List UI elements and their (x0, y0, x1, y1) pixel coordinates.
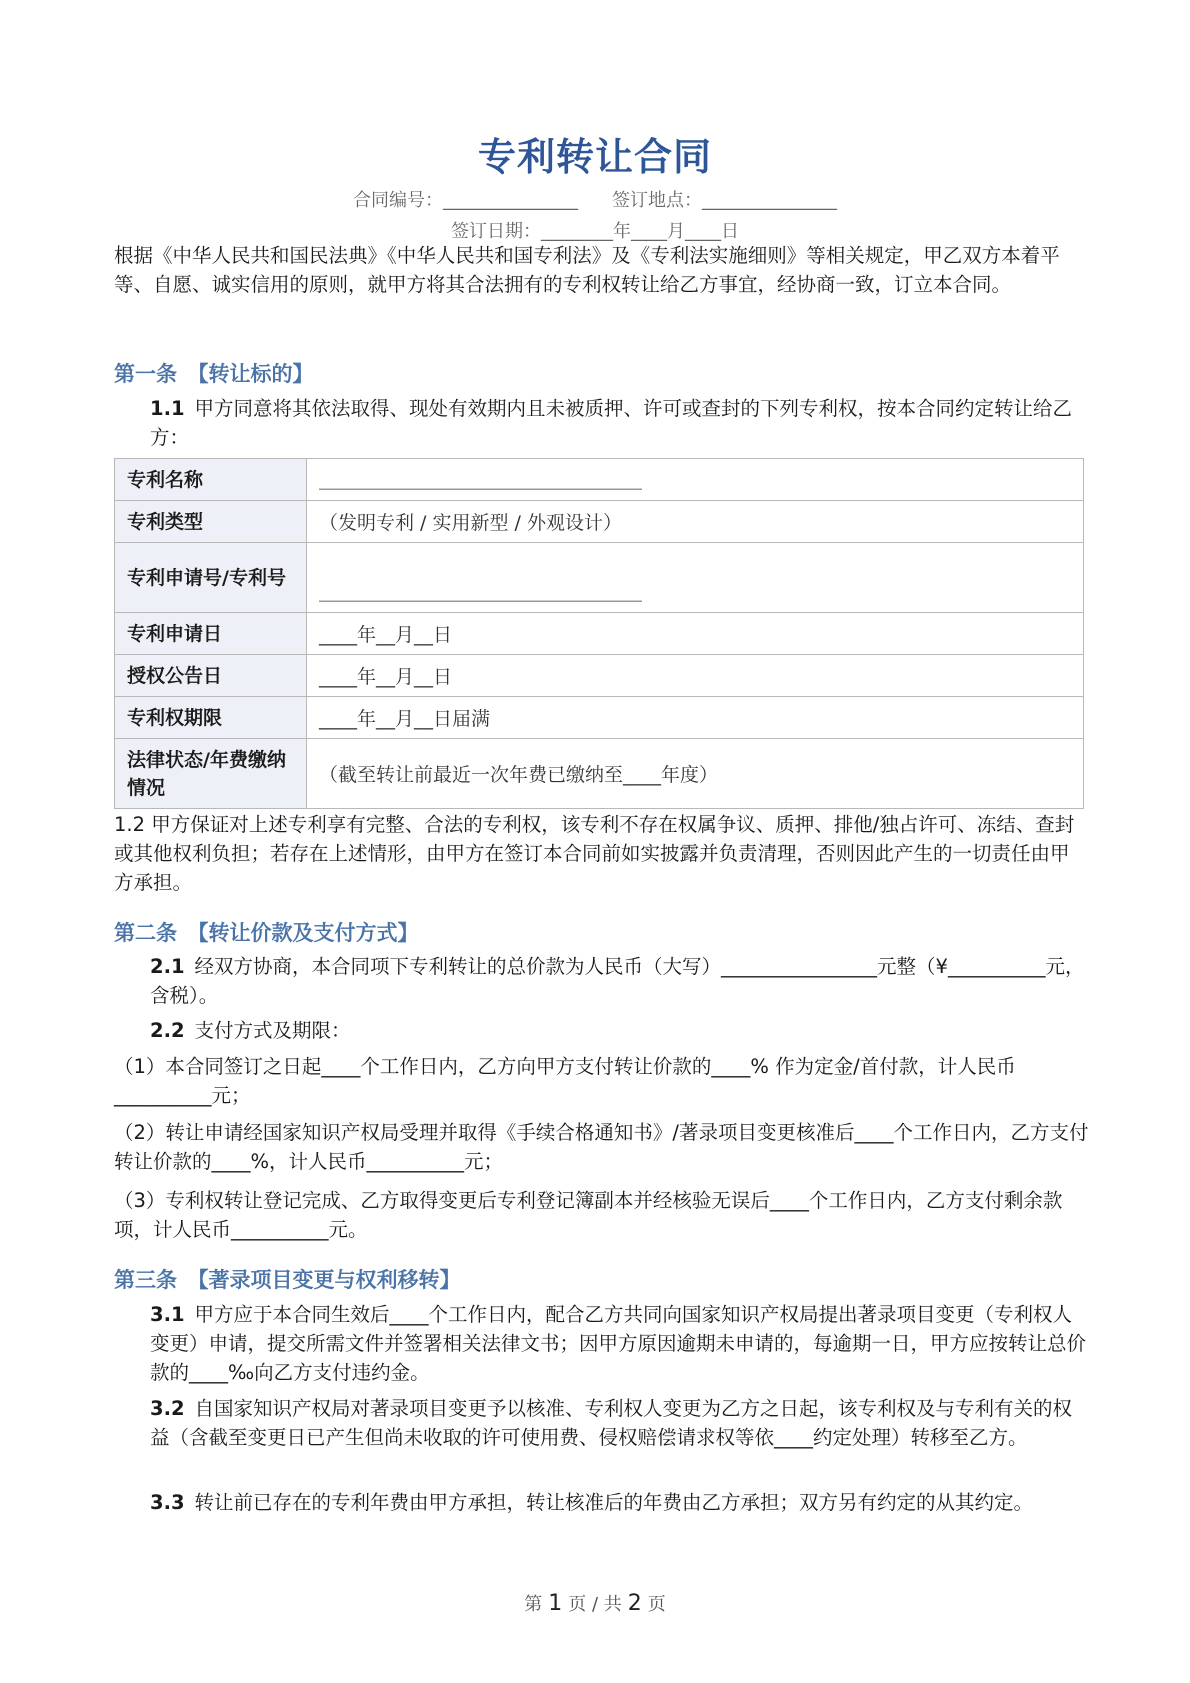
clause-1-1 (150, 394, 1086, 452)
row-value: ____年__月__日 (307, 655, 1084, 697)
total-pages: 2 (627, 1591, 642, 1616)
clause-number: 2.2 (150, 1019, 185, 1042)
table-row (115, 459, 1084, 501)
row-label: 专利类型 (115, 501, 307, 543)
row-value: ＿＿＿＿＿＿＿＿＿＿＿＿＿＿＿＿＿ (307, 543, 1084, 613)
clause-number: 3.3 (150, 1491, 185, 1514)
clause-number: 1.1 (150, 397, 185, 420)
payment-item-3: （3）专利权转让登记完成、乙方取得变更后专利登记簿副本并经核验无误后____个工作日内，乙方支付剩余款项，计人民币__________元。 (114, 1189, 1063, 1241)
row-label: 专利权期限 (115, 697, 307, 739)
page-footer (0, 1590, 1190, 1616)
table-row (115, 613, 1084, 655)
row-label: 专利名称 (115, 459, 307, 501)
payment-item-1: （1）本合同签订之日起____个工作日内，乙方向甲方支付转让价款的____% 作为定金/首付款，计人民币__________元； (114, 1055, 1016, 1107)
payment-item-2: （2）转让申请经国家知识产权局受理并取得《手续合格通知书》/著录项目变更核准后____个工作日内，乙方支付转让价款的____%，计人民币__________元； (114, 1121, 1089, 1173)
clause-text: 转让前已存在的专利年费由甲方承担，转让核准后的年费由乙方承担；双方另有约定的从其约定。 (194, 1491, 1034, 1514)
preamble: 根据《中华人民共和国民法典》《中华人民共和国专利法》及《专利法实施细则》等相关规定，甲乙双方本着平等、自愿、诚实信用的原则，就甲方将其合法拥有的专利权转让给乙方事宜，经协商一致，订立本合同。 (114, 244, 1060, 296)
clause-2-2 (150, 1016, 1086, 1045)
clause-1-2: 1.2 甲方保证对上述专利享有完整、合法的专利权，该专利不存在权属争议、质押、排他/独占许可、冻结、查封或其他权利负担；若存在上述情形，由甲方在签订本合同前如实披露并负责清理，否则因此产生的一切责任由甲方承担。 (114, 813, 1075, 894)
sign-date-field: 签订日期：________年____月____日 (451, 221, 739, 242)
clause-text: 支付方式及期限： (194, 1019, 351, 1042)
clause-3-2 (150, 1394, 1086, 1452)
clause-number: 3.2 (150, 1397, 185, 1420)
row-value: ＿＿＿＿＿＿＿＿＿＿＿＿＿＿＿＿＿ (307, 459, 1084, 501)
clause-3-3 (150, 1488, 1086, 1517)
clause-number: 3.1 (150, 1303, 185, 1326)
article-1-heading: 第一条 【转让标的】 (114, 362, 314, 386)
table-row (115, 543, 1084, 613)
table-row (115, 655, 1084, 697)
contract-number-field: 合同编号：_______________ (353, 190, 578, 211)
clause-2-1 (150, 952, 1086, 1010)
row-value: ____年__月__日届满 (307, 697, 1084, 739)
clause-text: 甲方应于本合同生效后____个工作日内，配合乙方共同向国家知识产权局提出著录项目变更（专利权人变更）申请，提交所需文件并签署相关法律文书；因甲方原因逾期未申请的，每逾期一日，甲方应按转让总价款的____‰向乙方支付违约金。 (150, 1303, 1087, 1384)
row-value: （发明专利 / 实用新型 / 外观设计） (307, 501, 1084, 543)
document-title: 专利转让合同 (477, 135, 712, 179)
table-row (115, 739, 1084, 809)
row-value: ____年__月__日 (307, 613, 1084, 655)
footer-prefix: 第 (524, 1594, 543, 1615)
clause-3-1 (150, 1300, 1086, 1387)
article-2-heading: 第二条 【转让价款及支付方式】 (114, 921, 419, 945)
table-row (115, 501, 1084, 543)
meta-line-1 (0, 186, 1190, 212)
clause-text: 甲方同意将其依法取得、现处有效期内且未被质押、许可或查封的下列专利权，按本合同约定转让给乙方： (150, 397, 1073, 449)
row-label: 授权公告日 (115, 655, 307, 697)
clause-number: 2.1 (150, 955, 185, 978)
table-row (115, 697, 1084, 739)
row-label: 专利申请号/专利号 (115, 543, 307, 613)
row-value: （截至转让前最近一次年费已缴纳至____年度） (307, 739, 1084, 809)
patent-info-table (114, 458, 1084, 809)
sign-place-field: 签订地点：_______________ (612, 190, 837, 211)
article-3-heading: 第三条 【著录项目变更与权利移转】 (114, 1268, 461, 1292)
footer-mid: 页 / 共 (568, 1594, 622, 1615)
clause-text: 经双方协商，本合同项下专利转让的总价款为人民币（大写）________________元整（¥__________元，含税）。 (150, 955, 1085, 1007)
meta-line-2 (0, 217, 1190, 243)
row-label: 专利申请日 (115, 613, 307, 655)
current-page: 1 (548, 1591, 563, 1616)
footer-suffix: 页 (647, 1594, 666, 1615)
clause-text: 自国家知识产权局对著录项目变更予以核准、专利权人变更为乙方之日起，该专利权及与专利有关的权益（含截至变更日已产生但尚未收取的许可使用费、侵权赔偿请求权等依____约定处理）转移至乙方。 (150, 1397, 1073, 1449)
row-label: 法律状态/年费缴纳情况 (115, 739, 307, 809)
